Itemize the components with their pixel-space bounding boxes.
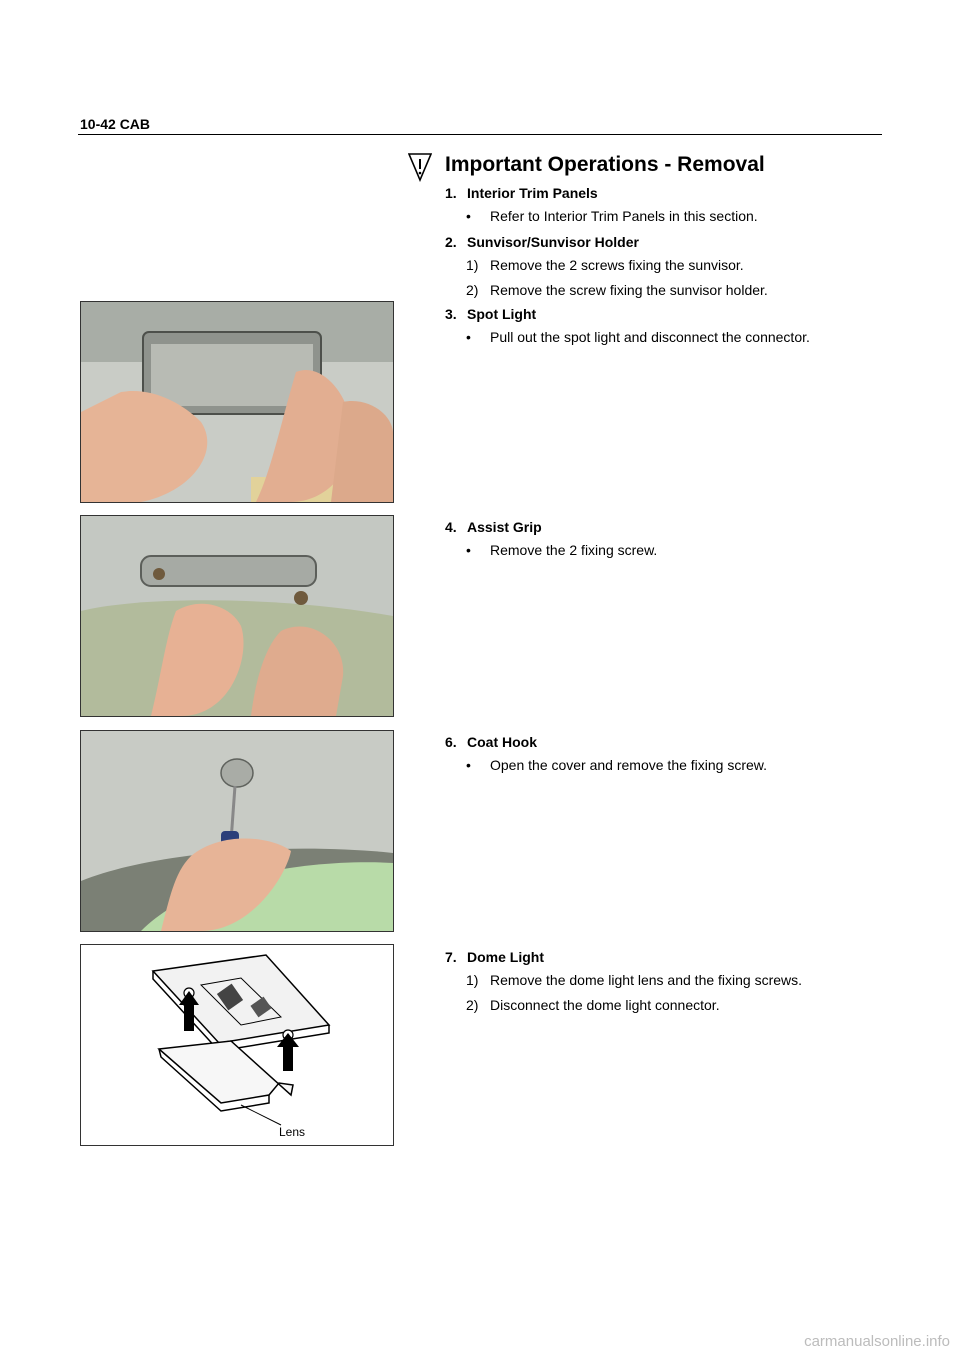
sub-number: 2)	[466, 997, 479, 1013]
step-title: Dome Light	[467, 949, 544, 965]
step-number: 4.	[445, 519, 457, 535]
bullet-icon: •	[466, 208, 471, 224]
step-number: 7.	[445, 949, 457, 965]
step-number: 3.	[445, 306, 457, 322]
sub-number: 1)	[466, 972, 479, 988]
header-rule	[78, 134, 882, 135]
sub-number: 2)	[466, 282, 479, 298]
step-4-bullet	[466, 542, 657, 558]
section-heading: Important Operations - Removal	[445, 153, 765, 176]
step-title: Sunvisor/Sunvisor Holder	[467, 234, 639, 250]
step-dome-light	[445, 949, 544, 965]
photo-coat-hook	[80, 730, 394, 932]
photo-assist-grip	[80, 515, 394, 717]
bullet-icon: •	[466, 542, 471, 558]
step-spot-light	[445, 306, 536, 322]
step-number: 2.	[445, 234, 457, 250]
diagram-dome-light	[80, 944, 394, 1146]
step-assist-grip	[445, 519, 542, 535]
bullet-icon: •	[466, 757, 471, 773]
sub-text: Remove the 2 screws fixing the sunvisor.	[490, 257, 744, 273]
bullet-text: Open the cover and remove the fixing screw.	[490, 757, 768, 773]
sub-number: 1)	[466, 257, 479, 273]
step-2-sub-2	[466, 282, 768, 298]
step-7-sub-2	[466, 997, 720, 1013]
bullet-icon: •	[466, 329, 471, 345]
warning-icon	[408, 152, 432, 182]
sub-text: Remove the screw fixing the sunvisor holder.	[490, 282, 768, 298]
step-1-bullet	[466, 208, 758, 224]
step-title: Spot Light	[467, 306, 537, 322]
step-interior-trim-panels	[445, 185, 598, 201]
step-sunvisor	[445, 234, 639, 250]
step-title: Coat Hook	[467, 734, 537, 750]
step-3-bullet	[466, 329, 810, 345]
bullet-text: Pull out the spot light and disconnect the connector.	[490, 329, 810, 345]
bullet-text: Refer to Interior Trim Panels in this section.	[490, 208, 758, 224]
step-7-sub-1	[466, 972, 802, 988]
watermark: carmanualsonline.info	[804, 1333, 950, 1350]
step-title: Assist Grip	[467, 519, 542, 535]
step-2-sub-1	[466, 257, 744, 273]
step-number: 1.	[445, 185, 457, 201]
lens-label: Lens	[279, 1125, 306, 1139]
step-title: Interior Trim Panels	[467, 185, 598, 201]
step-6-bullet	[466, 757, 767, 773]
bullet-text: Remove the 2 fixing screw.	[490, 542, 658, 558]
sub-text: Disconnect the dome light connector.	[490, 997, 720, 1013]
step-number: 6.	[445, 734, 457, 750]
sub-text: Remove the dome light lens and the fixing screws.	[490, 972, 803, 988]
step-coat-hook	[445, 734, 537, 750]
page-header: 10-42 CAB	[80, 116, 151, 132]
photo-spot-light	[80, 301, 394, 503]
